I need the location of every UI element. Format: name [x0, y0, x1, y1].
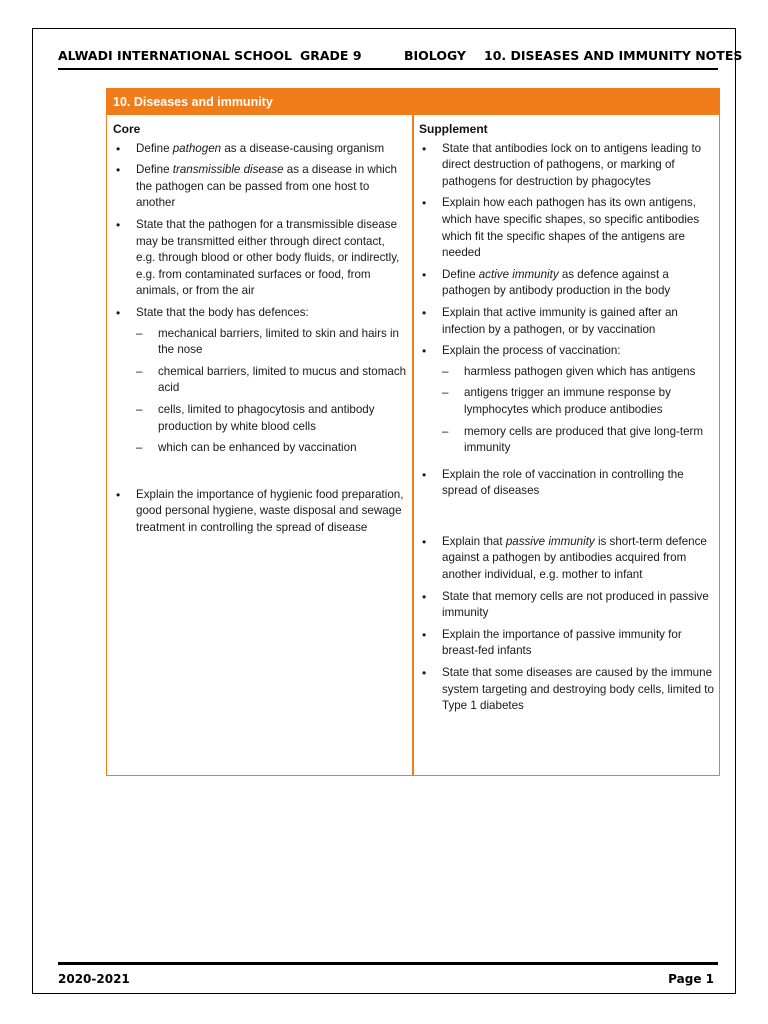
- core-item-pathogen: • Define pathogen as a disease-causing organism: [113, 141, 407, 158]
- sub-item: – memory cells are produced that give long-term immunity: [442, 424, 717, 457]
- supp-item-antibodies: • State that antibodies lock on to antigens leading to direct destruction of pathogens, or marking of pathogens for destruction by phagocytes: [419, 141, 717, 191]
- supp-item-type1-diabetes: • State that some diseases are caused by the immune system targeting and destroying body cells, limited to Type 1 diabetes: [419, 665, 717, 715]
- supp-item-passive-immunity: • Explain that passive immunity is short-term defence against a pathogen by antibodies acquired from another individual, e.g. mother to infant: [419, 534, 717, 584]
- defences-sublist: [136, 326, 407, 457]
- sub-item: – mechanical barriers, limited to skin and hairs in the nose: [136, 326, 407, 359]
- sub-item: – antigens trigger an immune response by lymphocytes which produce antibodies: [442, 385, 717, 418]
- supp-item-active-immunity: • Define active immunity as defence against a pathogen by antibody production in the body: [419, 267, 717, 300]
- supp-item-vaccination-role: • Explain the role of vaccination in controlling the spread of diseases: [419, 467, 717, 500]
- school-name: ALWADI INTERNATIONAL SCHOOL: [58, 48, 293, 63]
- supp-item-vaccination-process: • Explain the process of vaccination: – harmless pathogen given which has antigens – antigens trigger an immune response by lymphocytes which produce antibodies – memory cells are produced that give long-term immunity: [419, 343, 717, 457]
- footer-page-number: Page 1: [668, 972, 714, 986]
- core-item-hygiene: • Explain the importance of hygienic food preparation, good personal hygiene, waste disposal and sewage treatment in controlling the spread of disease: [113, 487, 407, 537]
- vaccination-sublist: [442, 364, 717, 457]
- supp-item-memory-cells: • State that memory cells are not produced in passive immunity: [419, 589, 717, 622]
- supplement-column: [419, 121, 717, 720]
- topic-label: 10. DISEASES AND IMMUNITY NOTES: [484, 48, 743, 63]
- supp-item-breast-fed: • Explain the importance of passive immunity for breast-fed infants: [419, 627, 717, 660]
- sub-item: – harmless pathogen given which has antigens: [442, 364, 717, 381]
- subject-label: BIOLOGY: [404, 48, 466, 63]
- table-title: 10. Diseases and immunity: [107, 89, 719, 115]
- column-divider: [412, 115, 414, 775]
- core-item-transmission: • State that the pathogen for a transmissible disease may be transmitted either through direct contact, e.g. through blood or other body fluids, or indirectly, e.g. from contaminated surfaces or food, from animals, or from the air: [113, 217, 407, 300]
- sub-item: – cells, limited to phagocytosis and antibody production by white blood cells: [136, 402, 407, 435]
- sub-item: – chemical barriers, limited to mucus and stomach acid: [136, 364, 407, 397]
- footer-rule: [58, 962, 718, 965]
- core-list: [113, 141, 407, 537]
- core-heading: Core: [113, 122, 141, 136]
- supp-item-active-gained: • Explain that active immunity is gained after an infection by a pathogen, or by vaccination: [419, 305, 717, 338]
- syllabus-table: [106, 88, 720, 776]
- core-column: [113, 121, 407, 541]
- sub-item: – which can be enhanced by vaccination: [136, 440, 407, 457]
- supplement-heading: Supplement: [419, 122, 488, 136]
- core-item-defences: • State that the body has defences: – mechanical barriers, limited to skin and hairs in the nose – chemical barriers, limited to mucus and stomach acid – cells, limited to phagocytosis and antibody production by white blood cells – which can be enhanced by vaccination: [113, 305, 407, 457]
- footer-year: 2020-2021: [58, 972, 130, 986]
- supplement-list: [419, 141, 717, 715]
- grade-label: GRADE 9: [300, 48, 362, 63]
- page-header: [58, 48, 743, 68]
- header-rule: [58, 68, 718, 70]
- core-item-transmissible: • Define transmissible disease as a disease in which the pathogen can be passed from one host to another: [113, 162, 407, 212]
- supp-item-antigens: • Explain how each pathogen has its own antigens, which have specific shapes, so specific antibodies which fit the specific shapes of the antigens are needed: [419, 195, 717, 261]
